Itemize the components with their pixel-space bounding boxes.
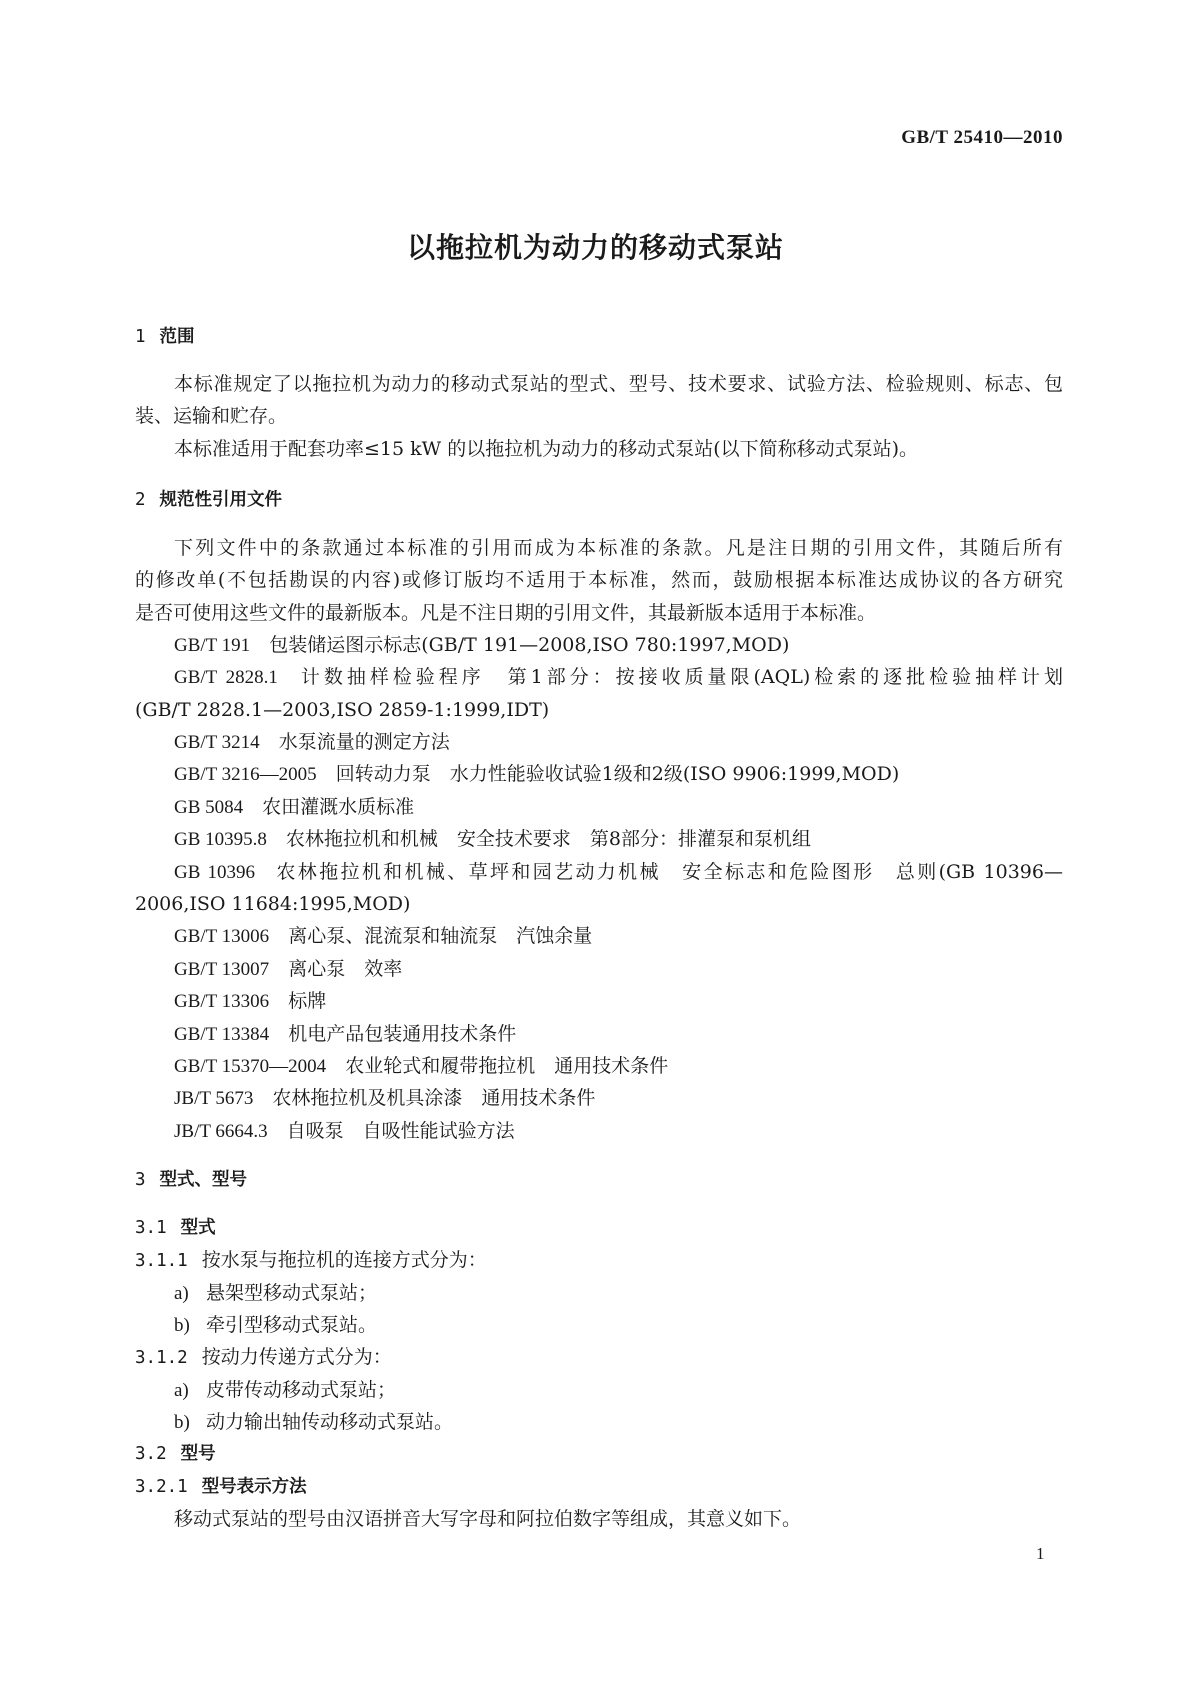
list-text: 悬架型移动式泵站； <box>206 1281 378 1304</box>
reference-title: 自吸泵 自吸性能试验方法 <box>286 1119 515 1142</box>
reference-title: 水泵流量的测定方法 <box>278 731 450 754</box>
reference-item <box>135 1018 1063 1050</box>
paragraph: 本标准适用于配套功率≤15 kW 的以拖拉机为动力的移动式泵站(以下简称移动式泵站)。 <box>174 437 919 460</box>
reference-continuation: (GB/T 2828.1—2003,ISO 2859-1:1999,IDT) <box>135 698 550 721</box>
paragraph-line: 是否可使用这些文件的最新版本。凡是不注日期的引用文件，其最新版本适用于本标准。 <box>135 601 877 624</box>
paragraph: 移动式泵站的型号由汉语拼音大写字母和阿拉伯数字等组成，其意义如下。 <box>174 1508 802 1531</box>
clause-3-1-1 <box>135 1244 1063 1276</box>
section-title: 型号表示方法 <box>201 1476 307 1497</box>
reference-code: GB/T 3214 <box>174 732 260 754</box>
page-number: 1 <box>1036 1544 1045 1563</box>
reference-item <box>135 1050 1063 1082</box>
section-number: 1 <box>135 327 146 347</box>
document-number: GB/T 25410—2010 <box>901 127 1063 148</box>
section-title: 范围 <box>159 327 195 347</box>
list-label: b) <box>174 1412 190 1434</box>
section-heading-3 <box>135 1164 1063 1196</box>
reference-code: GB/T 191 <box>174 634 251 656</box>
list-label: b) <box>174 1314 190 1336</box>
reference-code: GB/T 13306 <box>174 991 270 1013</box>
reference-item <box>135 1082 1063 1114</box>
list-label: a) <box>174 1379 189 1401</box>
paragraph-line: 的修改单(不包括勘误的内容)或修订版均不适用于本标准，然而，鼓励根据本标准达成协议的各方研究 <box>135 569 1063 592</box>
document-title: 以拖拉机为动力的移动式泵站 <box>406 231 784 264</box>
reference-title: 包装储运图示标志(GB/T 191—2008,ISO 780:1997,MOD) <box>269 633 790 656</box>
paragraph-line: 下列文件中的条款通过本标准的引用而成为本标准的条款。凡是注日期的引用文件，其随后所有 <box>174 536 1063 559</box>
list-item <box>135 1309 1063 1341</box>
section-title: 型号 <box>180 1444 216 1465</box>
reference-item <box>135 920 1063 952</box>
reference-item <box>135 791 1063 823</box>
reference-title: 计数抽样检验程序 第1部分：按接收质量限(AQL)检索的逐批检验抽样计划 <box>296 666 1063 689</box>
reference-title: 机电产品包装通用技术条件 <box>288 1022 517 1045</box>
reference-item <box>135 856 1063 888</box>
list-text: 皮带传动移动式泵站； <box>206 1378 397 1401</box>
clause-number: 3.1.2 <box>135 1348 188 1369</box>
clause-number: 3.1.1 <box>135 1251 188 1272</box>
reference-code: GB/T 15370—2004 <box>174 1055 327 1077</box>
reference-code: GB 10395.8 <box>174 829 267 851</box>
list-label: a) <box>174 1282 189 1304</box>
section-number: 3.2.1 <box>135 1476 188 1497</box>
reference-code: GB/T 13007 <box>174 958 270 980</box>
list-item <box>135 1406 1063 1438</box>
paragraph-line: 本标准规定了以拖拉机为动力的移动式泵站的型式、型号、技术要求、试验方法、检验规则、标志、包 <box>174 372 1063 395</box>
list-item <box>135 1277 1063 1309</box>
document-body <box>135 321 1063 1536</box>
normative-references-list <box>135 629 1063 1147</box>
reference-code: GB/T 13384 <box>174 1023 270 1045</box>
section-number: 3 <box>135 1169 146 1190</box>
list-text: 动力输出轴传动移动式泵站。 <box>206 1411 454 1434</box>
section-title: 型式 <box>180 1217 216 1238</box>
reference-item <box>135 661 1063 693</box>
subsection-heading-3-1 <box>135 1212 1063 1244</box>
reference-item <box>135 1115 1063 1147</box>
reference-title: 农林拖拉机和机械 安全技术要求 第8部分：排灌泵和泵机组 <box>285 828 811 851</box>
reference-title: 农业轮式和履带拖拉机 通用技术条件 <box>345 1054 669 1077</box>
reference-title: 农林拖拉机和机械、草坪和园艺动力机械 安全标志和危险图形 总则(GB 10396— <box>274 860 1063 883</box>
reference-item <box>135 629 1063 661</box>
paragraph-line: 装、运输和贮存。 <box>135 405 288 428</box>
reference-item <box>135 823 1063 855</box>
clause-text: 按水泵与拖拉机的连接方式分为： <box>201 1249 487 1272</box>
reference-code: GB/T 13006 <box>174 926 270 948</box>
reference-item <box>135 758 1063 790</box>
section-heading-2 <box>135 484 1063 516</box>
reference-item <box>135 953 1063 985</box>
section-heading-1 <box>135 321 1063 353</box>
reference-title: 离心泵 效率 <box>288 957 403 980</box>
reference-code: GB/T 3216—2005 <box>174 764 317 786</box>
reference-item <box>135 985 1063 1017</box>
subsection-heading-3-2 <box>135 1438 1063 1470</box>
list-item <box>135 1374 1063 1406</box>
section-number: 2 <box>135 489 146 510</box>
reference-code: GB/T 2828.1 <box>174 667 278 689</box>
section-number: 3.2 <box>135 1444 167 1465</box>
reference-title: 标牌 <box>288 990 327 1013</box>
clause-3-1-2 <box>135 1341 1063 1373</box>
reference-code: JB/T 6664.3 <box>174 1120 268 1142</box>
section-title: 规范性引用文件 <box>159 489 283 510</box>
reference-code: GB 10396 <box>174 861 256 883</box>
section-title: 型式、型号 <box>159 1169 248 1190</box>
reference-title: 离心泵、混流泵和轴流泵 汽蚀余量 <box>288 925 593 948</box>
list-text: 牵引型移动式泵站。 <box>206 1313 378 1336</box>
reference-code: GB 5084 <box>174 796 244 818</box>
section-number: 3.1 <box>135 1217 167 1238</box>
reference-title: 农田灌溉水质标准 <box>262 795 415 818</box>
reference-continuation: 2006,ISO 11684:1995,MOD) <box>135 893 411 916</box>
reference-title: 农林拖拉机及机具涂漆 通用技术条件 <box>272 1087 596 1110</box>
reference-title: 回转动力泵 水力性能验收试验1级和2级(ISO 9906:1999,MOD) <box>335 763 900 786</box>
clause-text: 按动力传递方式分为： <box>201 1346 392 1369</box>
subsection-heading-3-2-1 <box>135 1471 1063 1503</box>
reference-item <box>135 726 1063 758</box>
reference-code: JB/T 5673 <box>174 1088 254 1110</box>
